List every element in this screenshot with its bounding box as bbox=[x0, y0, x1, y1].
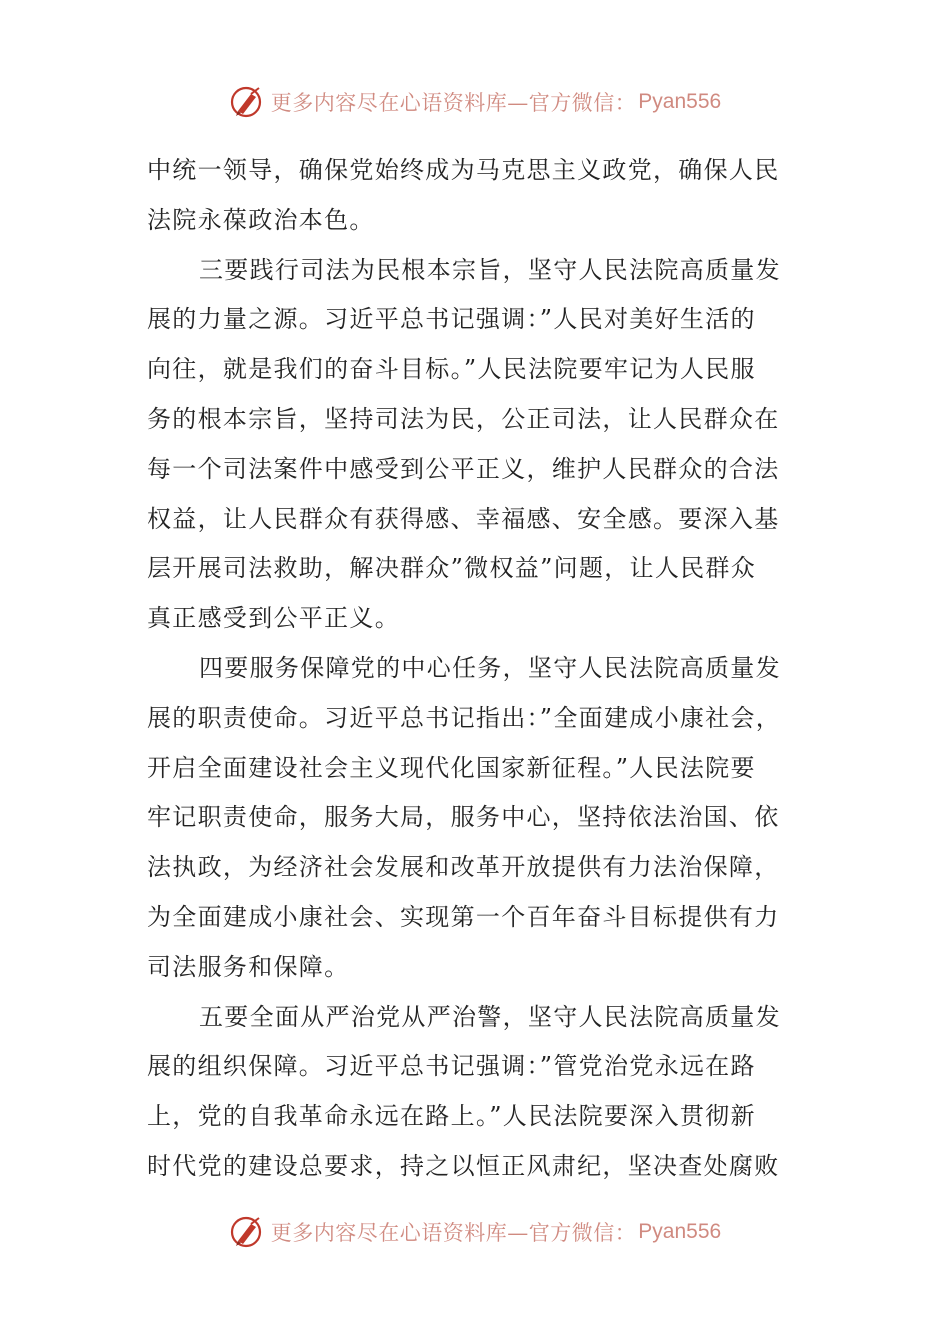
text-line: 法院永葆政治本色。 bbox=[147, 205, 375, 234]
text-line: 真正感受到公平正义。 bbox=[147, 604, 400, 633]
text-line: 展的力量之源。习近平总书记强调：”人民对美好生活的 bbox=[147, 305, 756, 334]
text-line: 时代党的建设总要求，持之以恒正风肃纪，坚决查处腐败 bbox=[147, 1151, 780, 1180]
text-line: 为全面建成小康社会、实现第一个百年奋斗目标提供有力 bbox=[147, 902, 780, 931]
text-line: 展的职责使命。习近平总书记指出：”全面建成小康社会， bbox=[147, 703, 782, 732]
pen-logo-icon bbox=[229, 1214, 265, 1250]
text-line: 中统一领导，确保党始终成为马克思主义政党，确保人民 bbox=[147, 156, 780, 184]
text-line: 展的组织保障。习近平总书记强调：”管党治党永远在路 bbox=[147, 1052, 756, 1081]
header-banner-id: Pyan556 bbox=[638, 90, 722, 113]
text-line: 司法服务和保障。 bbox=[147, 952, 350, 981]
header-banner bbox=[0, 80, 950, 124]
document-body bbox=[147, 146, 807, 1192]
paragraph-start-line: 四要服务保障党的中心任务，坚守人民法院高质量发 bbox=[199, 653, 781, 682]
text-line: 上，党的自我革命永远在路上。”人民法院要深入贯彻新 bbox=[147, 1102, 756, 1131]
text-line: 开启全面建设社会主义现代化国家新征程。”人民法院要 bbox=[147, 753, 756, 782]
text-line: 法执政，为经济社会发展和改革开放提供有力法治保障， bbox=[147, 853, 780, 882]
footer-banner bbox=[0, 1210, 950, 1254]
text-line: 层开展司法救助，解决群众”微权益”问题，让人民群众 bbox=[147, 554, 757, 583]
text-line: 向往，就是我们的奋斗目标。”人民法院要牢记为人民服 bbox=[147, 355, 756, 384]
text-line: 每一个司法案件中感受到公平正义，维护人民群众的合法 bbox=[147, 454, 780, 483]
paragraph-start-line: 五要全面从严治党从严治警，坚守人民法院高质量发 bbox=[199, 1002, 781, 1031]
text-line: 权益，让人民群众有获得感、幸福感、安全感。要深入基 bbox=[147, 504, 780, 533]
header-banner-text: 更多内容尽在心语资料库—官方微信： bbox=[270, 91, 637, 115]
text-line: 务的根本宗旨，坚持司法为民，公正司法，让人民群众在 bbox=[147, 404, 780, 433]
pen-logo-icon bbox=[229, 84, 265, 120]
footer-banner-id: Pyan556 bbox=[638, 1220, 722, 1243]
text-line: 牢记职责使命，服务大局，服务中心，坚持依法治国、依 bbox=[147, 803, 780, 832]
footer-banner-text: 更多内容尽在心语资料库—官方微信： bbox=[270, 1221, 637, 1245]
paragraph-start-line: 三要践行司法为民根本宗旨，坚守人民法院高质量发 bbox=[199, 255, 781, 284]
